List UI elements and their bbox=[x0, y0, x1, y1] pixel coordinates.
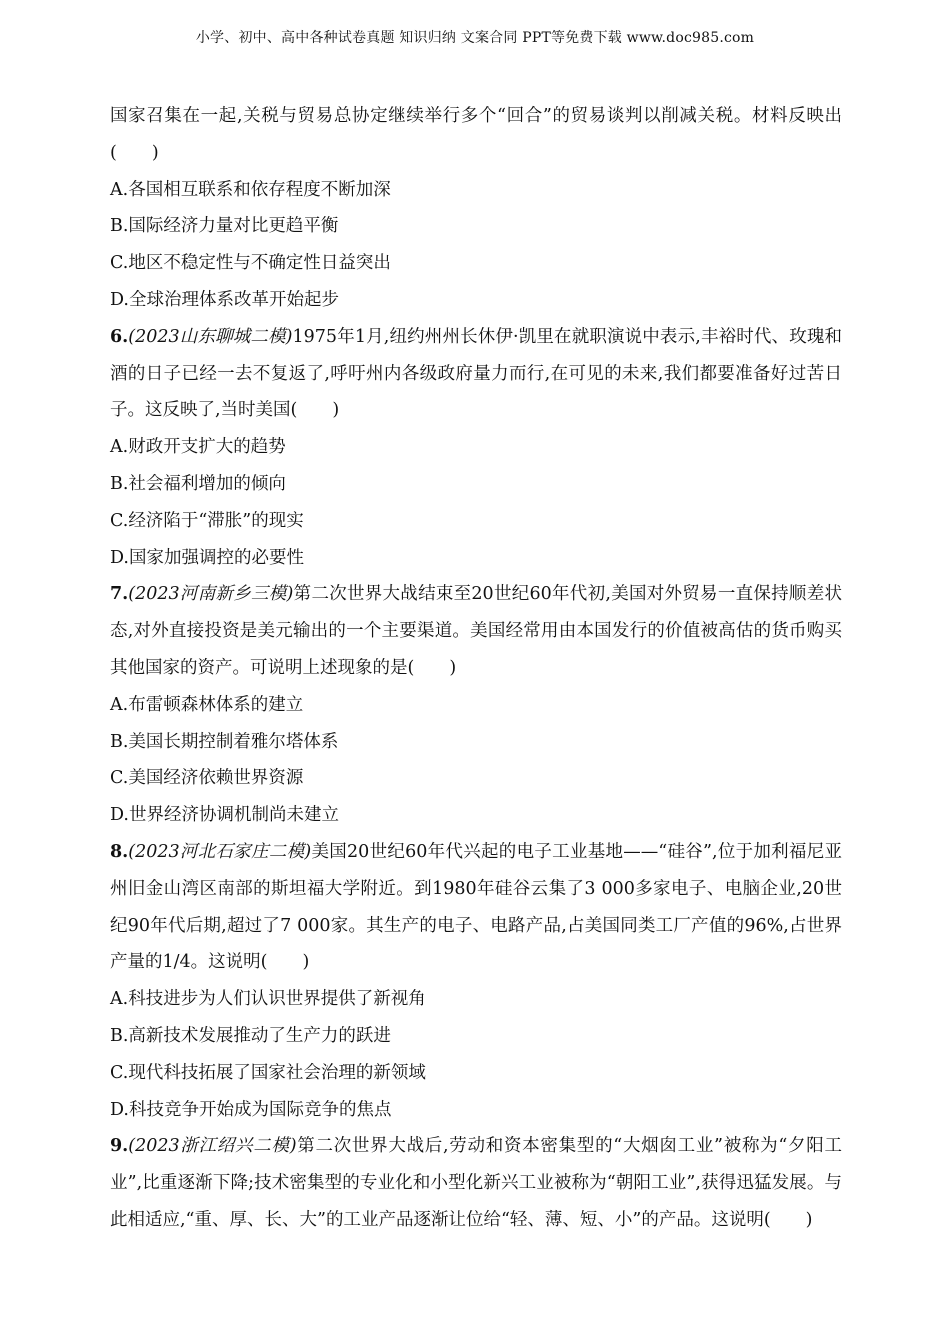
question-source: (2023河北石家庄二模) bbox=[128, 841, 312, 862]
option-b: B.社会福利增加的倾向 bbox=[110, 473, 286, 494]
question-source: (2023浙江绍兴二模) bbox=[128, 1136, 297, 1157]
document-body bbox=[110, 98, 842, 1239]
option-d: D.科技竞争开始成为国际竞争的焦点 bbox=[110, 1099, 392, 1120]
option-d: D.世界经济协调机制尚未建立 bbox=[110, 805, 339, 826]
question-number: 8. bbox=[110, 841, 129, 862]
option-a: A.布雷顿森林体系的建立 bbox=[110, 694, 304, 715]
option-d: D.全球治理体系改革开始起步 bbox=[110, 289, 339, 310]
question-stem bbox=[110, 576, 842, 686]
question-text: 美国20世纪60年代兴起的电子工业基地——“硅谷”,位于加利福尼亚州旧金山湾区南部的斯坦福大学附近。到1980年硅谷云集了3 000多家电子、电脑企业,20世纪90年代后期,超过了7 000家。其生产的电子、电路产品,占美国同类工厂产值的96%,占世界产量的1/4。这说明( ) bbox=[110, 841, 842, 973]
option-b: B.美国长期控制着雅尔塔体系 bbox=[110, 731, 339, 752]
question-stem: 国家召集在一起,关税与贸易总协定继续举行多个“回合”的贸易谈判以削减关税。材料反映出( ) bbox=[110, 106, 842, 163]
option-c: C.现代科技拓展了国家社会治理的新领域 bbox=[110, 1062, 426, 1083]
question-7 bbox=[110, 576, 842, 834]
question-number: 7. bbox=[110, 584, 129, 605]
option-b: B.国际经济力量对比更趋平衡 bbox=[110, 216, 339, 237]
option-d: D.国家加强调控的必要性 bbox=[110, 547, 304, 568]
option-c: C.地区不稳定性与不确定性日益突出 bbox=[110, 253, 391, 274]
option-c: C.美国经济依赖世界资源 bbox=[110, 768, 304, 789]
question-stem bbox=[110, 1128, 842, 1238]
question-9 bbox=[110, 1128, 842, 1238]
question-source: (2023河南新乡三模) bbox=[128, 584, 294, 605]
option-a: A.各国相互联系和依存程度不断加深 bbox=[110, 179, 391, 200]
option-c: C.经济陷于“滞胀”的现实 bbox=[110, 510, 304, 531]
question-stem bbox=[110, 319, 842, 429]
question-source: (2023山东聊城二模) bbox=[128, 326, 293, 347]
question-number: 9. bbox=[110, 1136, 129, 1157]
question-8 bbox=[110, 834, 842, 1128]
question-number: 6. bbox=[110, 326, 129, 347]
page-header bbox=[0, 28, 950, 48]
question-stem bbox=[110, 834, 842, 981]
question-text: 第二次世界大战后,劳动和资本密集型的“大烟囱工业”被称为“夕阳工业”,比重逐渐下降;技术密集型的专业化和小型化新兴工业被称为“朝阳工业”,获得迅猛发展。与此相适应,“重、厚、长、大”的工业产品逐渐让位给“轻、薄、短、小”的产品。这说明( ) bbox=[110, 1136, 842, 1230]
question-5 bbox=[110, 98, 842, 319]
question-text: 第二次世界大战结束至20世纪60年代初,美国对外贸易一直保持顺差状态,对外直接投资是美元输出的一个主要渠道。美国经常用由本国发行的价值被高估的货币购买其他国家的资产。可说明上述现象的是( ) bbox=[110, 584, 842, 678]
question-text: 1975年1月,纽约州州长休伊·凯里在就职演说中表示,丰裕时代、玫瑰和酒的日子已经一去不复返了,呼吁州内各级政府量力而行,在可见的未来,我们都要准备好过苦日子。这反映了,当时美国( ) bbox=[110, 326, 842, 421]
option-b: B.高新技术发展推动了生产力的跃进 bbox=[110, 1025, 391, 1046]
option-a: A.科技进步为人们认识世界提供了新视角 bbox=[110, 989, 426, 1010]
question-6 bbox=[110, 319, 842, 577]
option-a: A.财政开支扩大的趋势 bbox=[110, 437, 286, 458]
header-text: 小学、初中、高中各种试卷真题 知识归纳 文案合同 PPT等免费下载 www.doc985.com bbox=[195, 30, 755, 46]
